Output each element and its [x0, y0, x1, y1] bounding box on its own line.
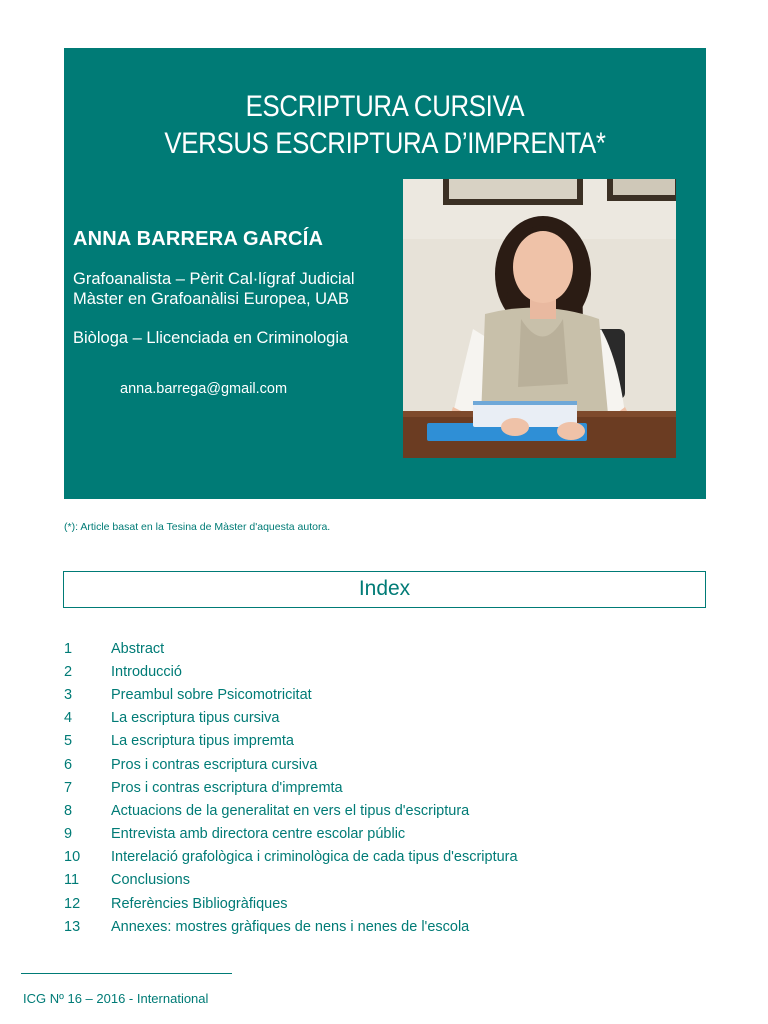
- author-name: ANNA BARRERA GARCÍA: [73, 228, 324, 250]
- toc-item-label: Pros i contras escriptura cursiva: [111, 756, 318, 773]
- toc-item-number: 1: [64, 640, 73, 657]
- toc-item[interactable]: [64, 869, 704, 892]
- title-banner: [64, 48, 706, 499]
- toc-item-label: Annexes: mostres gràfiques de nens i nenes de l'escola: [111, 918, 470, 935]
- index-heading: Index: [63, 571, 706, 608]
- article-title: [109, 88, 661, 162]
- table-of-contents: [64, 637, 704, 938]
- toc-item-number: 4: [64, 710, 73, 727]
- footnote: (*): Article basat en la Tesina de Màster d'aquesta autora.: [64, 521, 331, 533]
- toc-item-number: 7: [64, 779, 73, 796]
- toc-item[interactable]: [64, 892, 704, 915]
- toc-item[interactable]: [64, 915, 704, 938]
- toc-item-number: 9: [64, 826, 73, 843]
- toc-item-number: 3: [64, 686, 73, 703]
- toc-item-label: Interelació grafològica i criminològica de cada tipus d'escriptura: [111, 849, 518, 866]
- toc-item-label: Introducció: [111, 663, 182, 680]
- toc-item-number: 10: [64, 849, 81, 866]
- toc-item-label: Conclusions: [111, 872, 190, 889]
- toc-item-label: La escriptura tipus impremta: [111, 733, 294, 750]
- toc-item-number: 6: [64, 756, 73, 773]
- toc-item[interactable]: [64, 730, 704, 753]
- toc-item-number: 11: [64, 872, 80, 889]
- credential-line-1: Grafoanalista – Pèrit Cal·lígraf Judicial: [73, 270, 355, 288]
- toc-item[interactable]: [64, 823, 704, 846]
- toc-item-number: 8: [64, 802, 73, 819]
- toc-item-label: Actuacions de la generalitat en vers el tipus d'escriptura: [111, 802, 470, 819]
- toc-item-label: Abstract: [111, 640, 165, 657]
- toc-item[interactable]: [64, 776, 704, 799]
- toc-item-label: Entrevista amb directora centre escolar públic: [111, 826, 406, 843]
- toc-item-number: 2: [64, 663, 73, 680]
- toc-item[interactable]: [64, 753, 704, 776]
- toc-item-number: 12: [64, 895, 81, 912]
- toc-item[interactable]: [64, 683, 704, 706]
- footer-divider: [21, 973, 232, 974]
- toc-item-label: Pros i contras escriptura d'impremta: [111, 779, 343, 796]
- toc-item-number: 5: [64, 733, 73, 750]
- toc-item[interactable]: [64, 846, 704, 869]
- author-email[interactable]: anna.barrega@gmail.com: [120, 381, 288, 397]
- toc-item-label: Referències Bibliogràfiques: [111, 895, 288, 912]
- credential-line-3: Biòloga – Llicenciada en Criminologia: [73, 329, 349, 347]
- toc-item[interactable]: [64, 707, 704, 730]
- author-photo: [403, 179, 676, 458]
- toc-item-number: 13: [64, 918, 81, 935]
- toc-item[interactable]: [64, 799, 704, 822]
- toc-item-label: Preambul sobre Psicomotricitat: [111, 686, 312, 703]
- title-line-1: ESCRIPTURA CURSIVA: [245, 90, 525, 123]
- toc-item-label: La escriptura tipus cursiva: [111, 710, 280, 727]
- toc-item[interactable]: [64, 660, 704, 683]
- credential-line-2: Màster en Grafoanàlisi Europea, UAB: [73, 290, 350, 308]
- footer-journal-info: ICG Nº 16 – 2016 - International: [23, 991, 209, 1006]
- author-credentials: [73, 269, 355, 348]
- title-line-2: VERSUS ESCRIPTURA D’IMPRENTA*: [164, 127, 606, 160]
- toc-item[interactable]: [64, 637, 704, 660]
